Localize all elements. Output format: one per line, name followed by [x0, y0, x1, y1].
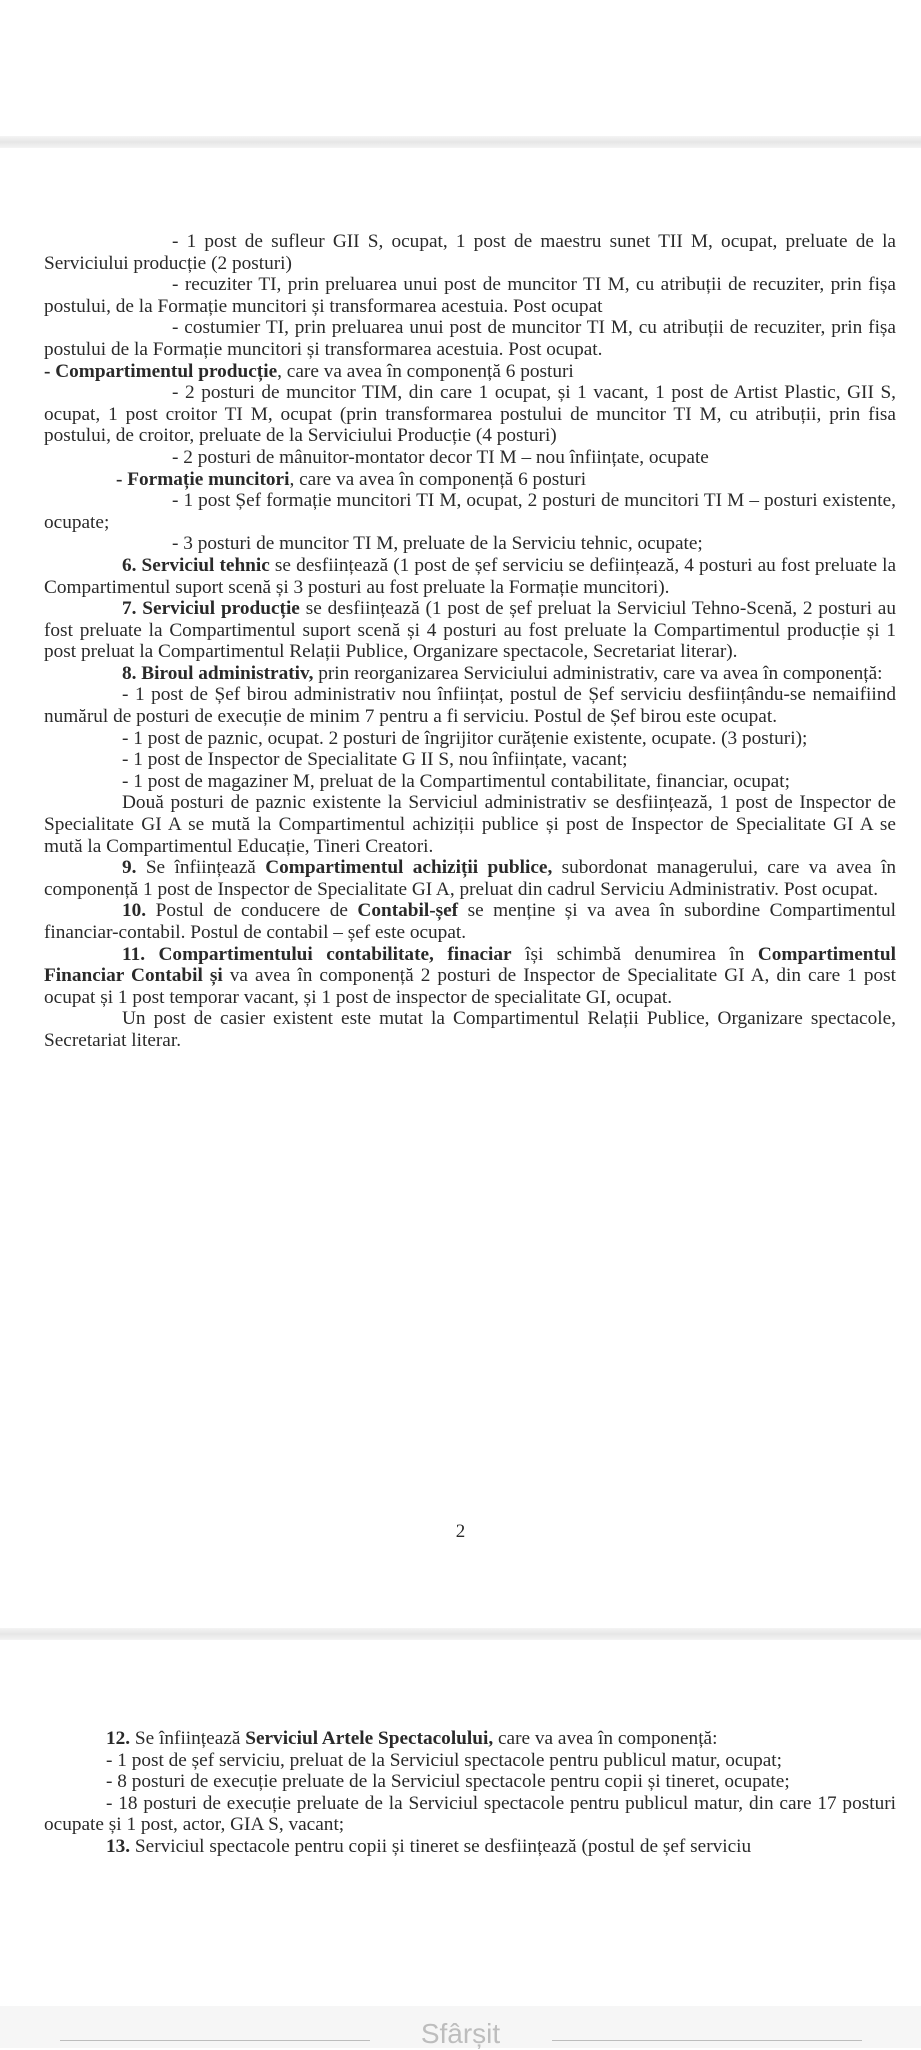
end-of-document-label: Sfârșit: [420, 2018, 501, 2049]
paragraph: - 8 posturi de execuție preluate de la Serviciul spectacole pentru copii și tineret, ocupate;: [106, 1771, 790, 1793]
item-title: 7. Serviciul producție: [122, 598, 300, 620]
document-page-2: [44, 1728, 896, 1858]
page-number: 2: [455, 1521, 466, 1542]
paragraph: - 18 posturi de execuție preluate de la Serviciul spectacole pentru publicul matur, din care 17 posturi ocupate și 1 post, actor, GIA S, vacant;: [44, 1792, 896, 1836]
numbered-item: [44, 944, 896, 1009]
item-text: prin reorganizarea Serviciului administrativ, care va avea în componență:: [313, 662, 883, 684]
item-title: 11. Compartimentului contabilitate, finaciar: [122, 943, 512, 965]
paragraph: - recuziter TI, prin preluarea unui post de muncitor TI M, cu atribuții de recuziter, prin fișa postului, de la Formație muncitori și transformarea acestuia. Post ocupat: [44, 274, 896, 317]
heading-text: , care va avea în componență 6 posturi: [277, 360, 574, 382]
item-title: Compartimentul achiziții publice,: [265, 857, 553, 879]
item-text: Se înființează: [130, 1728, 246, 1749]
paragraph: - 1 post de șef serviciu, preluat de la Serviciul spectacole pentru publicul matur, ocupat;: [106, 1749, 782, 1771]
item-text: Se înființează: [136, 857, 266, 879]
numbered-item: [44, 1728, 896, 1750]
item-text: subordonat managerului, care va avea în componență 1 post de Inspector de Specialitate GI A, preluat din cadrul Serviciu Administrativ. Post ocupat.: [44, 857, 896, 900]
item-title: Contabil-șef: [357, 900, 459, 922]
item-number: 12.: [106, 1728, 131, 1749]
heading-text: , care va avea în componență 6 posturi: [289, 468, 587, 490]
item-text: care va avea în componență:: [493, 1728, 718, 1749]
paragraph: - 1 post de sufleur GII S, ocupat, 1 post de maestru sunet TII M, ocupat, preluate de la Serviciului producție (2 posturi): [44, 231, 896, 274]
numbered-item: [44, 598, 896, 663]
document-page-1: [44, 231, 896, 1052]
item-title: Serviciul Artele Spectacolului,: [245, 1728, 494, 1749]
paragraph: - 2 posturi de muncitor TIM, din care 1 ocupat, și 1 vacant, 1 post de Artist Plastic, GII S, ocupat, 1 post croitor TI M, ocupat (prin transformarea postului de muncitor TI M, cu atribuții, prin fisa postului, de croitor, preluate de la Serviciului Producție (4 posturi): [44, 382, 896, 447]
item-title: Compartimentul Financiar Contabil și: [44, 943, 896, 987]
numbered-item: [44, 1836, 896, 1858]
item-text: își schimbă denumirea în: [511, 943, 758, 965]
page-separator-top: [0, 136, 921, 148]
item-text: Postul de conducere de: [146, 900, 358, 922]
section-heading: [44, 469, 896, 491]
paragraph: Un post de casier existent este mutat la Compartimentul Relații Publice, Organizare spectacole, Secretariat literar.: [44, 1008, 896, 1051]
paragraph: - 1 post de paznic, ocupat. 2 posturi de îngrijitor curățenie existente, ocupate. (3 posturi);: [122, 727, 808, 749]
paragraph: Două posturi de paznic existente la Serviciul administrativ se desființează, 1 post de Inspector de Specialitate GI A se mută la Compartimentul achiziții publice și post de Inspector de Specialitate GI A se mută la Compartimentul Educație, Tineri Creatori.: [44, 792, 896, 857]
heading-bold: - Formație muncitori: [116, 468, 290, 490]
page-separator-middle: [0, 1628, 921, 1640]
paragraph: - 1 post de Șef birou administrativ nou înființat, postul de Șef serviciu desființându-se nemaifiind numărul de posturi de execuție de minim 7 pentru a fi serviciu. Postul de Șef birou este ocupat.: [44, 684, 896, 728]
item-number: 9.: [122, 857, 137, 879]
numbered-item: [44, 857, 896, 900]
item-text: se menține și va avea în subordine Compartimentul financiar-contabil. Postul de contabil – șef este ocupat.: [44, 900, 897, 943]
item-number: 10.: [122, 900, 147, 922]
item-text: se desființează (1 post de șef serviciu se deființează, 4 posturi au fost preluate la Compartimentul suport scenă și 3 posturi au fost preluate la Formație muncitori).: [44, 554, 897, 598]
numbered-item: [44, 900, 896, 943]
numbered-item: [44, 555, 896, 598]
item-number: 13.: [106, 1835, 131, 1857]
paragraph: - 2 posturi de mânuitor-montator decor TI M – nou înființate, ocupate: [172, 446, 709, 468]
heading-bold: - Compartimentul producție: [44, 360, 278, 382]
item-text: va avea în componență 2 posturi de Inspector de Specialitate GI A, din care 1 post ocupat și 1 post temporar vacant, și 1 post de inspector de specialitate GI, ocupat.: [44, 965, 897, 1008]
item-text: Serviciul spectacole pentru copii și tineret se desființează (postul de șef serviciu: [130, 1835, 752, 1857]
paragraph: - 1 post de magaziner M, preluat de la Compartimentul contabilitate, financiar, ocupat;: [122, 770, 790, 792]
item-text: se desființează (1 post de șef preluat la Serviciul Tehno-Scenă, 2 posturi au fost preluate la Compartimentul suport scenă și 4 posturi au fost preluate la Compartimentul producție și 1 post preluat la Compartimentul Relații Publice, Organizare spectacole, Secretariat literar).: [44, 598, 896, 663]
section-heading: [44, 361, 896, 383]
paragraph: - 3 posturi de muncitor TI M, preluate de la Serviciu tehnic, ocupate;: [172, 533, 703, 555]
item-title: 6. Serviciul tehnic: [122, 554, 270, 576]
paragraph: - costumier TI, prin preluarea unui post de muncitor TI M, cu atribuții de recuziter, prin fișa postului de la Formație muncitori și transformarea acestuia. Post ocupat.: [44, 317, 896, 360]
paragraph: - 1 post de Inspector de Specialitate G II S, nou înființate, vacant;: [122, 749, 628, 771]
item-title: 8. Biroul administrativ,: [122, 662, 314, 684]
paragraph: - 1 post Șef formație muncitori TI M, ocupat, 2 posturi de muncitori TI M – posturi existente, ocupate;: [44, 490, 896, 533]
numbered-item: [44, 663, 896, 685]
